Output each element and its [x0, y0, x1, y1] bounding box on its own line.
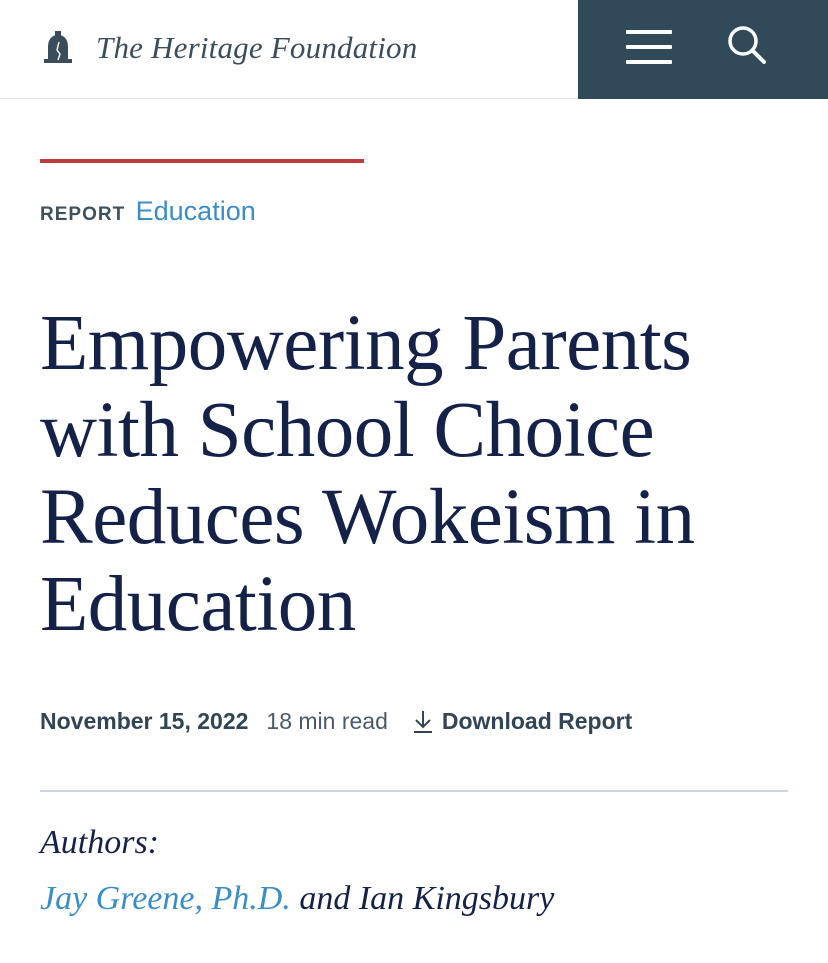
- download-report-label: Download Report: [441, 708, 633, 734]
- divider: [40, 790, 788, 792]
- publish-date: November 15, 2022: [40, 708, 249, 734]
- content-type-label: REPORT: [40, 204, 126, 225]
- menu-button[interactable]: [622, 24, 678, 70]
- search-icon[interactable]: [724, 22, 770, 68]
- accent-rule: [40, 159, 364, 163]
- author-link-jay-greene[interactable]: Jay Greene, Ph.D.: [40, 880, 291, 917]
- author-ian-kingsbury: Ian Kingsbury: [358, 880, 555, 917]
- authors-line: [40, 880, 554, 918]
- page-title: Empowering Parents with School Choice Reduces Wokeism in Education: [40, 300, 695, 648]
- authors-label: Authors:: [40, 824, 159, 861]
- liberty-bell-icon: [40, 30, 76, 66]
- article-meta: [40, 708, 632, 735]
- site-logo[interactable]: [40, 26, 417, 70]
- hamburger-menu-icon: [626, 30, 672, 34]
- site-header: [0, 0, 828, 99]
- topic-link[interactable]: Education: [135, 196, 256, 226]
- article-kicker: [40, 196, 256, 227]
- nav-panel: [578, 0, 828, 99]
- logo-wordmark: The Heritage Foundation: [96, 30, 418, 65]
- read-time: 18 min read: [266, 708, 388, 734]
- download-icon: [412, 709, 434, 735]
- authors-conjunction: and: [299, 880, 351, 917]
- download-report-button[interactable]: [412, 708, 632, 735]
